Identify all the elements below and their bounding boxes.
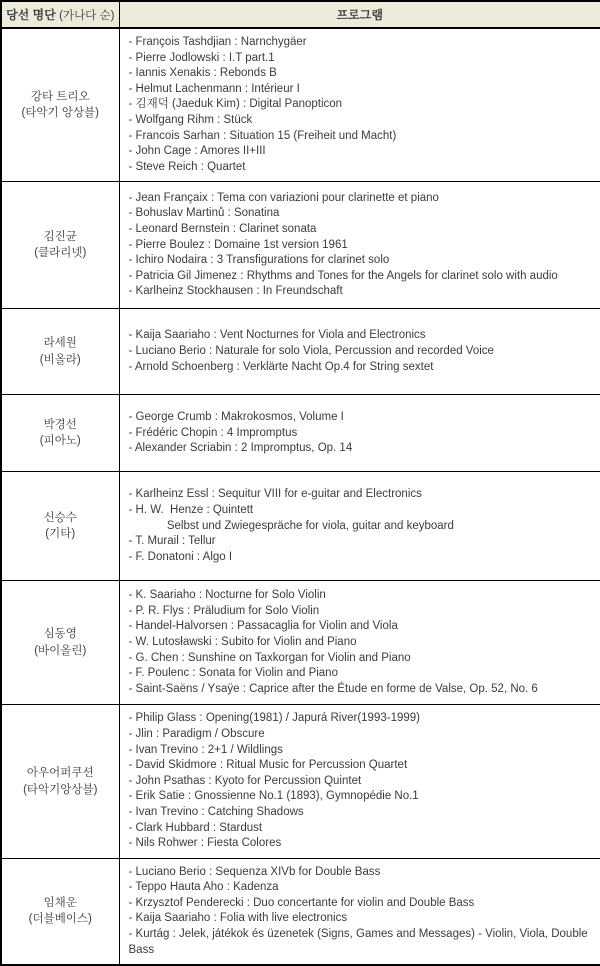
winner-name: 심동영 bbox=[43, 628, 77, 641]
winner-name-cell bbox=[1, 309, 119, 395]
program-item: - Kaija Saariaho : Folia with live electronics bbox=[128, 912, 348, 925]
program-item: - Ivan Trevino : 2+1 / Wildlings bbox=[128, 743, 283, 756]
program-item: - Steve Reich : Quartet bbox=[128, 160, 246, 173]
winner-category: (타악기앙상블) bbox=[23, 783, 98, 796]
program-list-cell bbox=[119, 581, 600, 705]
program-item: - Patricia Gil Jimenez : Rhythms and Tones for the Angels for clarinet solo with audio bbox=[128, 269, 558, 282]
winner-category: (더블베이스) bbox=[28, 913, 92, 926]
program-item: - Luciano Berio : Naturale for solo Viola, Percussion and recorded Voice bbox=[128, 345, 494, 358]
table-header bbox=[1, 1, 600, 28]
program-item: - F. Poulenc : Sonata for Violin and Piano bbox=[128, 667, 338, 680]
program-item: - 김재덕 (Jaeduk Kim) : Digital Panopticon bbox=[128, 98, 343, 111]
program-item: - Arnold Schoenberg : Verklärte Nacht Op.4 for String sextet bbox=[128, 360, 434, 373]
program-item: - T. Murail : Tellur bbox=[128, 535, 216, 548]
program-list-cell bbox=[119, 28, 600, 182]
table-row bbox=[1, 581, 600, 705]
program-item: - Ichiro Nodaira : 3 Transfigurations for clarinet solo bbox=[128, 254, 390, 267]
winner-name: 라세원 bbox=[43, 337, 77, 350]
table-row bbox=[1, 395, 600, 472]
winner-category: (비올라) bbox=[39, 353, 81, 366]
program-item: - G. Chen : Sunshine on Taxkorgan for Violin and Piano bbox=[128, 651, 411, 664]
program-item: - Handel-Halvorsen : Passacaglia for Violin and Viola bbox=[128, 620, 398, 633]
program-item: - John Cage : Amores II+III bbox=[128, 145, 266, 158]
program-item: - Francois Sarhan : Situation 15 (Freiheit und Macht) bbox=[128, 129, 397, 142]
program-item: - Luciano Berio : Sequenza XIVb for Double Bass bbox=[128, 865, 381, 878]
winner-name-cell bbox=[1, 28, 119, 182]
table-row bbox=[1, 309, 600, 395]
header-row bbox=[1, 1, 600, 28]
winner-category: (바이올린) bbox=[34, 644, 87, 657]
program-list-cell bbox=[119, 858, 600, 965]
table-row bbox=[1, 858, 600, 965]
winner-name-cell bbox=[1, 705, 119, 858]
winner-name-cell bbox=[1, 858, 119, 965]
header-winners-label: 당선 명단 bbox=[6, 8, 56, 22]
program-item: - Saint-Saëns / Ysaÿe : Caprice after the Étude en forme de Valse, Op. 52, No. 6 bbox=[128, 682, 538, 695]
program-item: - W. Lutosławski : Subito for Violin and Piano bbox=[128, 636, 357, 649]
program-item: - Karlheinz Essl : Sequitur VIII for e-guitar and Electronics bbox=[128, 488, 422, 501]
winner-name: 신승수 bbox=[43, 511, 77, 524]
program-item: - David Skidmore : Ritual Music for Percussion Quartet bbox=[128, 759, 408, 772]
program-item: - Alexander Scriabin : 2 Impromptus, Op. 14 bbox=[128, 442, 353, 455]
program-item: - H. W. Henze : Quintett bbox=[128, 503, 254, 516]
table-row bbox=[1, 472, 600, 581]
program-item: - Iannis Xenakis : Rebonds B bbox=[128, 67, 277, 80]
winner-name: 임채운 bbox=[43, 896, 77, 909]
program-item: - Kaija Saariaho : Vent Nocturnes for Viola and Electronics bbox=[128, 329, 426, 342]
program-item: - Bohuslav Martinů : Sonatina bbox=[128, 207, 280, 220]
winner-name-cell bbox=[1, 581, 119, 705]
winner-category: (타악기 앙상블) bbox=[21, 107, 99, 120]
program-item: - Jean Françaix : Tema con variazioni pour clarinette et piano bbox=[128, 191, 439, 204]
program-item: - George Crumb : Makrokosmos, Volume I bbox=[128, 410, 344, 423]
winner-name: 강타 트리오 bbox=[30, 90, 90, 103]
program-item: - Nils Rohwer : Fiesta Colores bbox=[128, 837, 282, 850]
program-item: - Helmut Lachenmann : Intérieur I bbox=[128, 82, 300, 95]
program-item: - Wolfgang Rihm : Stück bbox=[128, 113, 253, 126]
program-item: Selbst und Zwiegespräche for viola, guitar and keyboard bbox=[128, 519, 454, 532]
winner-category: (클라리넷) bbox=[34, 247, 87, 260]
winner-name: 아우어퍼쿠션 bbox=[26, 766, 94, 779]
program-item: - K. Saariaho : Nocturne for Solo Violin bbox=[128, 589, 326, 602]
header-program-column: 프로그램 bbox=[119, 1, 600, 28]
program-list-cell bbox=[119, 309, 600, 395]
program-list-cell bbox=[119, 705, 600, 858]
program-item: - Philip Glass : Opening(1981) / Japurá River(1993-1999) bbox=[128, 712, 420, 725]
program-item: - Karlheinz Stockhausen : In Freundschaft bbox=[128, 285, 343, 298]
program-item: - Ivan Trevino : Catching Shadows bbox=[128, 805, 304, 818]
program-item: - Jlin : Paradigm / Obscure bbox=[128, 727, 265, 740]
table-body bbox=[1, 28, 600, 965]
program-list-cell bbox=[119, 182, 600, 309]
program-item: - Frédéric Chopin : 4 Impromptus bbox=[128, 426, 298, 439]
program-item: - John Psathas : Kyoto for Percussion Quintet bbox=[128, 774, 362, 787]
table-row bbox=[1, 28, 600, 182]
winner-name: 박경선 bbox=[43, 418, 77, 431]
winner-category: (피아노) bbox=[39, 435, 81, 448]
program-item: - Pierre Boulez : Domaine 1st version 1961 bbox=[128, 238, 348, 251]
program-item: - Krzysztof Penderecki : Duo concertante for violin and Double Bass bbox=[128, 896, 475, 909]
table-row bbox=[1, 182, 600, 309]
program-item: - P. R. Flys : Präludium for Solo Violin bbox=[128, 604, 320, 617]
winner-name-cell bbox=[1, 182, 119, 309]
program-item: - Kurtág : Jelek, játékok és üzenetek (Signs, Games and Messages) - Violin, Viola, Double Bass bbox=[128, 928, 591, 956]
header-winners-note: (가나다 순) bbox=[59, 10, 115, 22]
program-item: - Erik Satie : Gnossienne No.1 (1893), Gymnopédie No.1 bbox=[128, 790, 419, 803]
header-winners-column bbox=[1, 1, 119, 28]
program-list-cell bbox=[119, 472, 600, 581]
winner-name-cell bbox=[1, 395, 119, 472]
program-item: - François Tashdjian : Narnchygäer bbox=[128, 36, 307, 48]
winner-category: (기타) bbox=[45, 528, 76, 541]
table-row bbox=[1, 705, 600, 858]
program-item: - Teppo Hauta Aho : Kadenza bbox=[128, 881, 279, 894]
program-item: - F. Donatoni : Algo I bbox=[128, 550, 233, 563]
winner-name-cell bbox=[1, 472, 119, 581]
program-item: - Leonard Bernstein : Clarinet sonata bbox=[128, 222, 317, 235]
program-list-cell bbox=[119, 395, 600, 472]
program-item: - Pierre Jodlowski : I.T part.1 bbox=[128, 51, 275, 64]
winner-name: 김진균 bbox=[43, 230, 77, 243]
program-item: - Clark Hubbard : Stardust bbox=[128, 821, 263, 834]
